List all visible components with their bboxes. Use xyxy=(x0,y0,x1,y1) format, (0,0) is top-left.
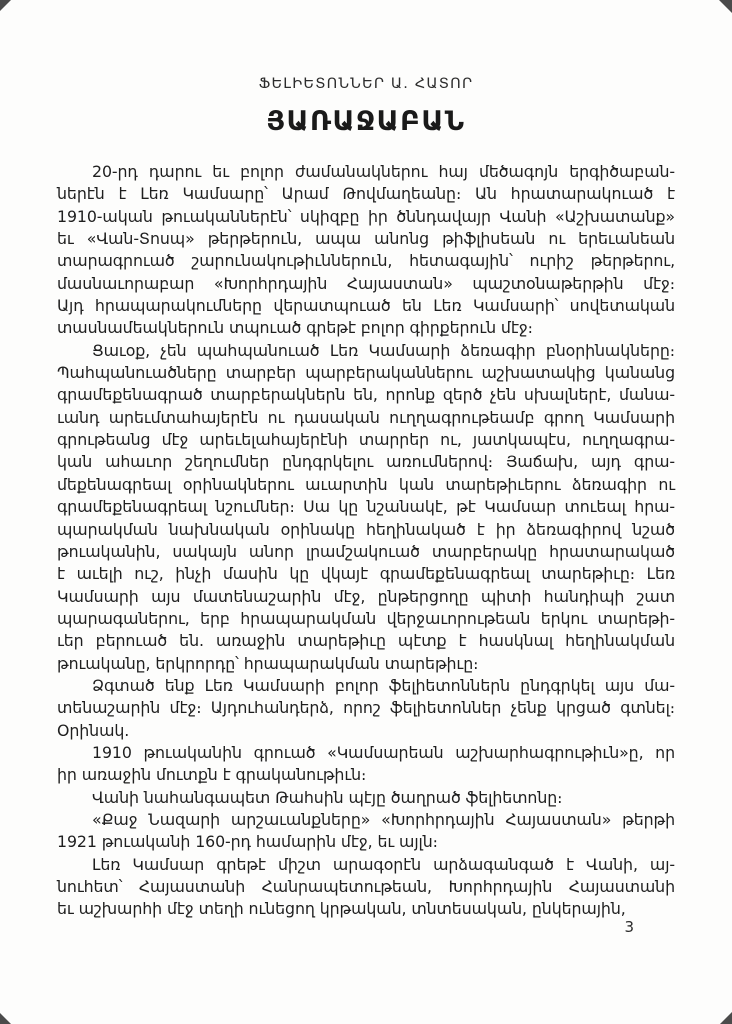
text-line: Ձգտած ենք Լեռ Կամսարի բոլոր ֆելիետոններն ընդգրկել այս մա- xyxy=(92,675,675,695)
scan-corner-top-left xyxy=(0,0,11,11)
text-line: է աւելի ուշ, ինչի մասին կը վկայէ գրամեքենագրեալ տարեթիւը։ Լեռ xyxy=(57,564,675,584)
paragraph xyxy=(57,742,675,787)
text-line: տարագրուած շարունակութիւններուն, հետագային՝ ուրիշ թերթերու, xyxy=(57,251,675,271)
text-line: տասնամեակներուն տպուած գրեթէ բոլոր գիրքերուն մէջ։ xyxy=(57,318,533,338)
text-line: մեքենագրեալ օրինակներու աւարտին կան տարեթիւերու ձեռագիր ու xyxy=(57,474,675,494)
paragraph xyxy=(57,340,675,675)
text-line: Կամսարի այս մատենաշարին մէջ, ընթերցողը պիտի հանդիպի շատ xyxy=(57,586,675,606)
text-line: Ցաւօք, չեն պահպանուած Լեռ Կամսարի ձեռագիր բնօրինակները։ xyxy=(92,340,675,360)
scan-corner-bottom-right xyxy=(720,1012,732,1024)
text-line: տենաշարին մէջ։ Այդուհանդերձ, որոշ ֆելիետոններ չենք կրցած գտնել։ xyxy=(57,698,675,718)
text-line: Լեռ Կամսար գրեթէ միշտ արագօրէն արձագանգած է Վանի, այ- xyxy=(92,854,675,874)
text-line: իր առաջին մուտքն է գրականութիւն։ xyxy=(57,765,367,785)
scan-corner-bottom-left xyxy=(0,1013,11,1024)
text-line: պարագաներու, երբ հրապարակման վերջաւորութեան երկու տարեթի- xyxy=(57,608,675,628)
body-text xyxy=(57,161,675,921)
text-line: Պահպանուածները տարբեր պարբերականներու աշխատակից կանանց xyxy=(57,363,675,383)
paragraph xyxy=(57,809,675,854)
text-line: կան ահաւոր շեղումներ ընդգրկելու առումներով։ Յաճախ, այդ գրա- xyxy=(57,452,675,472)
text-line: 1921 թուականի 160-րդ համարին մէջ, եւ այլն։ xyxy=(57,832,438,852)
text-line: 1910-ական թուականներէն՝ սկիզբը իր ծննդավայր Վանի «Աշխատանք» xyxy=(57,206,675,226)
text-line: գրութեանց մէջ արեւելահայերէնի տարրեր ու, յատկապէս, ուղղագրա- xyxy=(57,430,675,450)
scan-corner-top-right xyxy=(719,0,732,13)
text-line: պարակման նախնական օրինակը հեղինակած է իր ձեռագիրով նշած xyxy=(57,519,675,539)
text-line: Օրինակ. xyxy=(57,720,130,740)
text-line: եւ աշխարհի մէջ տեղի ունեցող կրթական, տնտեսական, ընկերային, xyxy=(57,899,626,919)
paragraph xyxy=(57,854,675,921)
text-line: եւ «Վան-Տոսպ» թերթերուն, ապա անոնց թիֆլիսեան ու երեւանեան xyxy=(57,229,675,249)
paragraph xyxy=(57,675,675,742)
text-line: Այդ հրապարակումները վերատպուած են Լեռ Կամսարի՝ սովետական xyxy=(57,296,675,316)
text-line: 1910 թուականին գրուած «Կամսարեան աշխարհագրութիւն»ը, որ xyxy=(92,742,675,762)
text-line: ւանդ արեւմտահայերէն ու դասական ուղղագրութեամբ գրող Կամսարի xyxy=(57,407,675,427)
paragraph xyxy=(57,787,675,809)
text-line: մասնաւորաբար «Խորհրդային Հայաստան» պաշտօնաթերթին մէջ։ xyxy=(57,273,675,293)
text-line: 20-րդ դարու եւ բոլոր ժամանակներու հայ մեծագոյն երգիծաբան- xyxy=(92,162,675,181)
paragraph xyxy=(57,161,675,340)
text-line: ւեր բերուած են. առաջին տարեթիւը պէտք է հասկնալ հեղինակման xyxy=(57,631,675,651)
text-line: նուհետ՝ Հայաստանի Հանրապետութեան, Խորհրդային Հայաստանի xyxy=(57,877,675,896)
page-title: ՅԱՌԱՋԱԲԱՆ xyxy=(266,106,466,137)
text-line: «Քաջ Նազարի արշաւանքները» «Խորհրդային Հայաստան» թերթի xyxy=(92,809,675,829)
running-head: ՖԵԼԻԵՏՈՆՆԵՐ Ա. ՀԱՏՈՐ xyxy=(258,76,474,92)
text-line: թուականին, սակայն անոր լրամշակուած տարբերակը հրատարակած xyxy=(57,541,675,561)
text-line: թուականը, երկրորդը՝ հրապարակման տարեթիւը։ xyxy=(57,653,479,673)
page-number: 3 xyxy=(624,918,634,936)
text-line: գրամեքենագրած տարբերակներն են, որոնք զերծ չեն սխալներէ, մանա- xyxy=(57,385,675,405)
text-line: ներէն է Լեռ Կամսարը՝ Արամ Թովմաղեանը։ Ան հրատարակուած է xyxy=(57,184,675,204)
text-line: գրամեքենագրեալ նշումներ։ Սա կը նշանակէ, թէ Կամսար տուեալ հրա- xyxy=(57,497,675,517)
text-line: Վանի նահանգապետ Թահսին պէյը ծաղրած ֆելիետոնը։ xyxy=(92,787,563,807)
